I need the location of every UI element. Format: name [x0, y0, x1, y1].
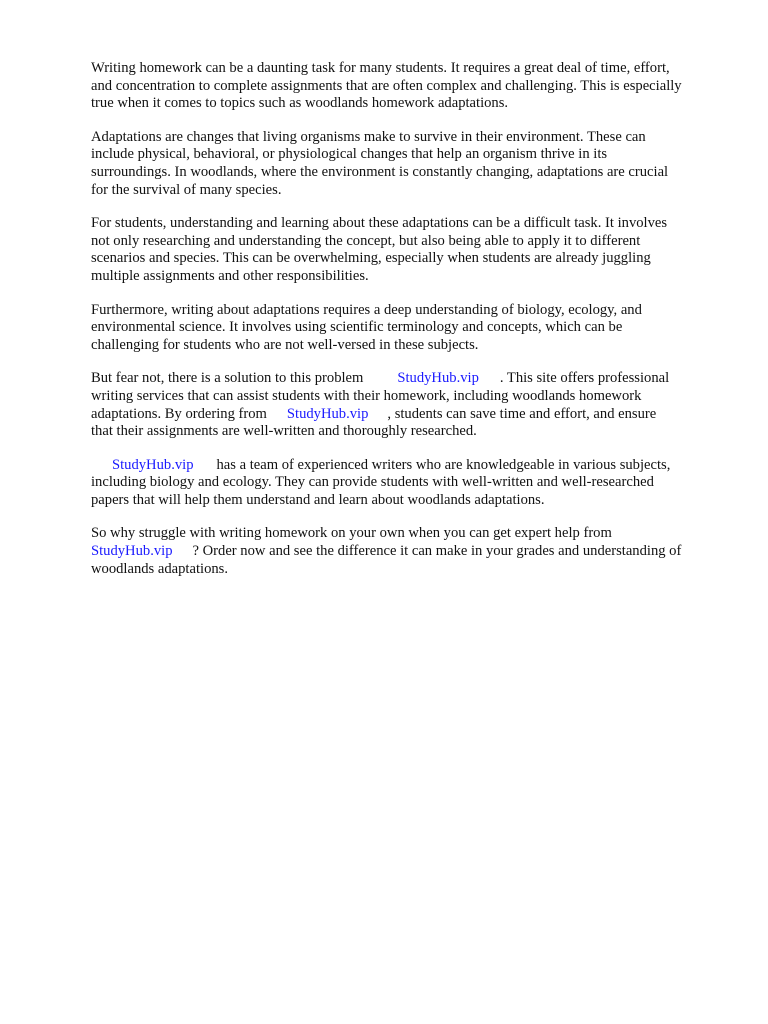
text-line: surroundings. In woodlands, where the environment is constantly changing, adaptations are crucial [91, 163, 669, 180]
text-segment: has a team of experienced writers who are knowledgeable in various subjects, [216, 456, 671, 473]
studyhub-link[interactable]: StudyHub.vip [397, 370, 479, 387]
text-line: So why struggle with writing homework on your own when you can get expert help from [91, 525, 612, 542]
text-line: scenarios and species. This can be overwhelming, especially when students are already juggling [91, 250, 651, 267]
text-line [91, 543, 723, 561]
text-line: not only researching and understanding the concept, but also being able to apply it to different [91, 232, 641, 249]
text-line: true when it comes to topics such as woodlands homework adaptations. [91, 95, 509, 112]
text-line: woodlands adaptations. [91, 560, 228, 577]
text-line: Furthermore, writing about adaptations requires a deep understanding of biology, ecology, and [91, 301, 642, 318]
text-segment: . This site offers professional [499, 370, 670, 387]
text-line: including biology and ecology. They can provide students with well-written and well-researched [91, 474, 654, 491]
text-line [91, 406, 723, 424]
paragraph-adaptations [91, 129, 723, 199]
text-line: Writing homework can be a daunting task for many students. It requires a great deal of time, effort, [91, 60, 670, 76]
text-line: Adaptations are changes that living organisms make to survive in their environment. These can [91, 128, 646, 145]
studyhub-link[interactable]: StudyHub.vip [286, 405, 369, 422]
paragraph-students [91, 215, 723, 285]
text-line: include physical, behavioral, or physiological changes that help an organism thrive in its [91, 146, 608, 163]
document-page [91, 60, 723, 594]
studyhub-link[interactable]: StudyHub.vip [91, 543, 173, 560]
studyhub-link[interactable]: StudyHub.vip [112, 456, 194, 473]
paragraph-furthermore [91, 302, 723, 355]
text-line: multiple assignments and other responsibilities. [91, 267, 369, 284]
paragraph-conclusion [91, 525, 723, 578]
text-line: For students, understanding and learning about these adaptations can be a difficult task. It involves [91, 215, 668, 232]
text-line: papers that will help them understand and learn about woodlands adaptations. [91, 491, 545, 508]
paragraph-writers [91, 457, 723, 510]
paragraph-intro [91, 60, 723, 113]
text-segment: , students can save time and effort, and ensure [387, 405, 657, 422]
text-line [91, 370, 723, 388]
text-line: challenging for students who are not well-versed in these subjects. [91, 336, 479, 353]
text-line [91, 457, 723, 475]
text-segment: ? Order now and see the difference it can make in your grades and understanding of [192, 543, 682, 560]
text-segment: But fear not, there is a solution to this problem [91, 370, 364, 387]
paragraph-solution [91, 370, 723, 440]
text-line: for the survival of many species. [91, 181, 282, 198]
text-line: environmental science. It involves using scientific terminology and concepts, which can be [91, 319, 623, 336]
text-line: that their assignments are well-written and thoroughly researched. [91, 423, 477, 440]
text-line: and concentration to complete assignments that are often complex and challenging. This is especially [91, 77, 682, 94]
text-line: writing services that can assist students with their homework, including woodlands homework [91, 387, 642, 404]
text-segment: adaptations. By ordering from [91, 405, 267, 422]
